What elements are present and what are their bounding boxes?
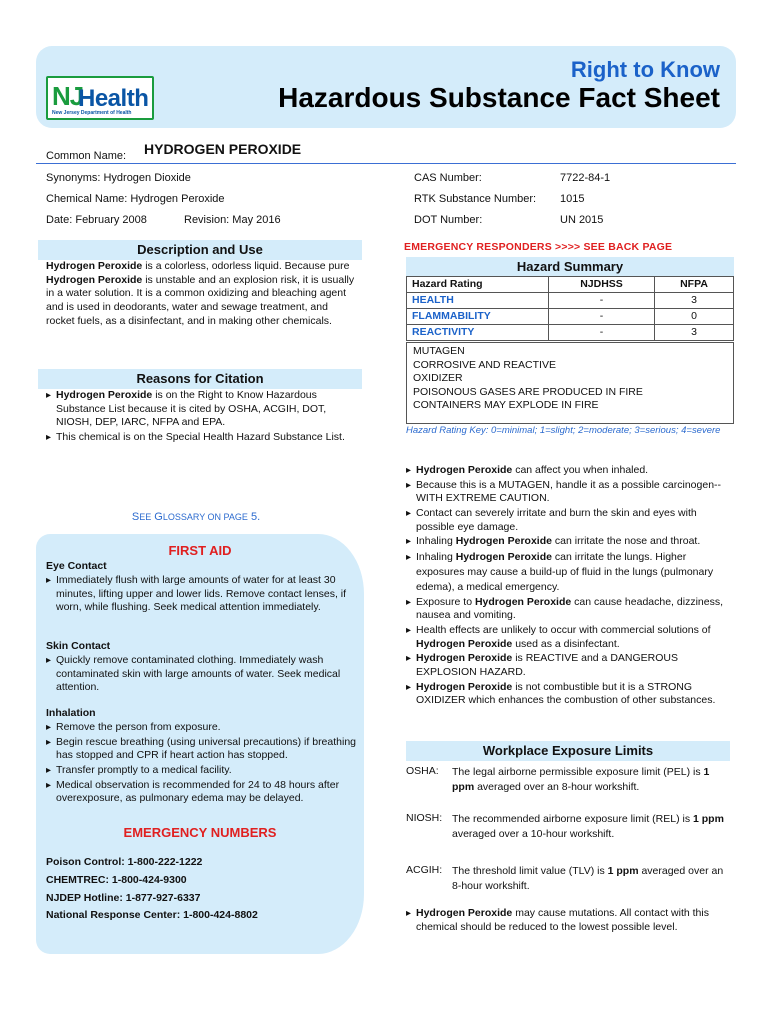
poison-control: Poison Control: 1-800-222-1222 bbox=[46, 856, 203, 868]
hazard-note: OXIDIZER bbox=[413, 372, 463, 385]
reactivity-label: REACTIVITY bbox=[407, 325, 549, 341]
reasons-heading: Reasons for Citation bbox=[38, 369, 362, 389]
reasons-list bbox=[46, 389, 356, 446]
description-text: Hydrogen Peroxide is a colorless, odorless liquid. Because pure Hydrogen Peroxide is unstable and an explosion risk, it is usually in a water solution. It is a common oxidizing and bleaching agent and is used in deodorants, water and sewage treatment, and rocket fuels, as a disinfectant, and in making other chemicals. bbox=[46, 260, 355, 327]
chemtrec: CHEMTREC: 1-800-424-9300 bbox=[46, 874, 187, 886]
list-item: ▸ Because this is a MUTAGEN, handle it as a possible carcinogen--WITH EXTREME CAUTION. bbox=[406, 479, 734, 506]
cas-value: 7722-84-1 bbox=[560, 172, 611, 184]
mutation-warning bbox=[406, 907, 734, 935]
logo-health: Health bbox=[78, 85, 149, 112]
niosh-label: NIOSH: bbox=[406, 812, 443, 824]
revision: Revision: May 2016 bbox=[184, 214, 281, 226]
osha-label: OSHA: bbox=[406, 765, 439, 777]
list-item: ▸ Hydrogen Peroxide is not combustible but it is a STRONG OXIDIZER which enhances the combustion of other substances. bbox=[406, 681, 734, 708]
skin-contact-list bbox=[46, 654, 358, 696]
table-row bbox=[407, 309, 734, 325]
logo-dept: New Jersey Department of Health bbox=[52, 110, 132, 116]
hazard-summary-heading: Hazard Summary bbox=[406, 257, 734, 277]
glossary-link[interactable]: SEE GLOSSARY ON PAGE 5. bbox=[131, 511, 261, 523]
list-item: ▸ Quickly remove contaminated clothing. Immediately wash contaminated skin with large amounts of water. Seek medical attention. bbox=[46, 654, 358, 695]
health-nfpa: 3 bbox=[655, 293, 734, 309]
eye-contact-list bbox=[46, 574, 358, 616]
health-njdhss: - bbox=[549, 293, 655, 309]
list-item: ▸ Health effects are unlikely to occur with commercial solutions of Hydrogen Peroxide used as a disinfectant. bbox=[406, 624, 734, 651]
list-item: ▸ Hydrogen Peroxide is REACTIVE and a DANGEROUS EXPLOSION HAZARD. bbox=[406, 652, 734, 679]
dot-value: UN 2015 bbox=[560, 214, 604, 226]
list-item: ▸ Hydrogen Peroxide is on the Right to Know Hazardous Substance List because it is cited by OSHA, ACGIH, DOT, NIOSH, DEP, IARC, NFPA and EPA. bbox=[46, 389, 356, 430]
niosh-text: The recommended airborne exposure limit (REL) is 1 ppm averaged over a 10-hour workshift. bbox=[452, 813, 724, 840]
rtk-label: RTK Substance Number: bbox=[414, 193, 537, 205]
logo-nj: NJ bbox=[52, 81, 84, 111]
right-to-know: Right to Know bbox=[570, 57, 720, 82]
nj-health-logo bbox=[46, 76, 154, 120]
emergency-responders-note: EMERGENCY RESPONDERS >>>> SEE BACK PAGE bbox=[404, 241, 673, 253]
synonyms: Synonyms: Hydrogen Dioxide bbox=[46, 172, 191, 184]
first-aid-panel bbox=[36, 534, 364, 954]
description-heading: Description and Use bbox=[38, 240, 362, 260]
acgih-label: ACGIH: bbox=[406, 864, 443, 876]
health-effects-list bbox=[406, 464, 734, 709]
col-nfpa: NFPA bbox=[655, 277, 734, 293]
flammability-njdhss: - bbox=[549, 309, 655, 325]
list-item: ▸ Contact can severely irritate and burn the skin and eyes with possible eye damage. bbox=[406, 507, 734, 534]
hazard-note: CONTAINERS MAY EXPLODE IN FIRE bbox=[413, 399, 599, 412]
reactivity-njdhss: - bbox=[549, 325, 655, 341]
table-header-row bbox=[407, 277, 734, 293]
list-item: ▸ Inhaling Hydrogen Peroxide can irritate the lungs. Higher exposures may cause a build-up of fluid in the lungs (pulmonary edema), a medical emergency. bbox=[406, 550, 734, 595]
hazard-rating-table bbox=[406, 276, 734, 341]
flammability-label: FLAMMABILITY bbox=[407, 309, 549, 325]
health-label: HEALTH bbox=[407, 293, 549, 309]
skin-contact-title: Skin Contact bbox=[46, 640, 111, 652]
date: Date: February 2008 bbox=[46, 214, 147, 226]
workplace-limits-heading: Workplace Exposure Limits bbox=[406, 741, 730, 761]
inhalation-list bbox=[46, 721, 358, 807]
hazard-notes-box bbox=[406, 342, 734, 424]
common-name-value: HYDROGEN PEROXIDE bbox=[144, 141, 302, 157]
reactivity-nfpa: 3 bbox=[655, 325, 734, 341]
list-item: ▸ Medical observation is recommended for 24 to 48 hours after overexposure, as pulmonary edema may be delayed. bbox=[46, 779, 358, 806]
inhalation-title: Inhalation bbox=[46, 707, 96, 719]
list-item: ▸ Remove the person from exposure. bbox=[46, 721, 358, 735]
national-response-center: National Response Center: 1-800-424-8802 bbox=[46, 909, 258, 921]
list-item: ▸ This chemical is on the Special Health Hazard Substance List. bbox=[46, 431, 356, 445]
list-item: ▸ Begin rescue breathing (using universal precautions) if breathing has stopped and CPR if heart action has stopped. bbox=[46, 736, 358, 763]
col-hazard-rating: Hazard Rating bbox=[407, 277, 549, 293]
list-item: ▸ Hydrogen Peroxide may cause mutations. All contact with this chemical should be reduced to the lowest possible level. bbox=[406, 907, 734, 934]
osha-text: The legal airborne permissible exposure limit (PEL) is 1 ppm averaged over an 8-hour workshift. bbox=[452, 766, 710, 793]
common-name-row bbox=[36, 138, 736, 164]
hazard-note: CORROSIVE AND REACTIVE bbox=[413, 358, 556, 371]
list-item: ▸ Immediately flush with large amounts of water for at least 30 minutes, lifting upper and lower lids. Remove contact lenses, if worn, while flushing. Seek medical attention immediately. bbox=[46, 574, 358, 615]
eye-contact-title: Eye Contact bbox=[46, 560, 107, 572]
header-banner bbox=[36, 46, 736, 128]
njdep-hotline: NJDEP Hotline: 1-877-927-6337 bbox=[46, 892, 201, 904]
list-item: ▸ Hydrogen Peroxide can affect you when inhaled. bbox=[406, 464, 734, 478]
hazard-rating-key: Hazard Rating Key: 0=minimal; 1=slight; 2=moderate; 3=serious; 4=severe bbox=[406, 425, 721, 436]
page-title: Hazardous Substance Fact Sheet bbox=[278, 82, 720, 113]
rtk-value: 1015 bbox=[560, 193, 585, 205]
dot-label: DOT Number: bbox=[414, 214, 483, 226]
chemical-name: Chemical Name: Hydrogen Peroxide bbox=[46, 193, 225, 205]
table-row bbox=[407, 293, 734, 309]
acgih-text: The threshold limit value (TLV) is 1 ppm averaged over an 8-hour workshift. bbox=[452, 865, 724, 892]
cas-label: CAS Number: bbox=[414, 172, 482, 184]
common-name-label: Common Name: bbox=[46, 150, 127, 162]
hazard-note: MUTAGEN bbox=[413, 345, 465, 357]
table-row bbox=[407, 325, 734, 341]
hazard-note: POISONOUS GASES ARE PRODUCED IN FIRE bbox=[413, 385, 643, 398]
list-item: ▸ Transfer promptly to a medical facility. bbox=[46, 764, 358, 778]
first-aid-title: FIRST AID bbox=[168, 543, 232, 558]
list-item: ▸ Exposure to Hydrogen Peroxide can cause headache, dizziness, nausea and vomiting. bbox=[406, 596, 734, 623]
col-njdhss: NJDHSS bbox=[549, 277, 655, 293]
emergency-numbers-title: EMERGENCY NUMBERS bbox=[123, 825, 277, 840]
list-item: ▸ Inhaling Hydrogen Peroxide can irritate the nose and throat. bbox=[406, 535, 734, 549]
flammability-nfpa: 0 bbox=[655, 309, 734, 325]
